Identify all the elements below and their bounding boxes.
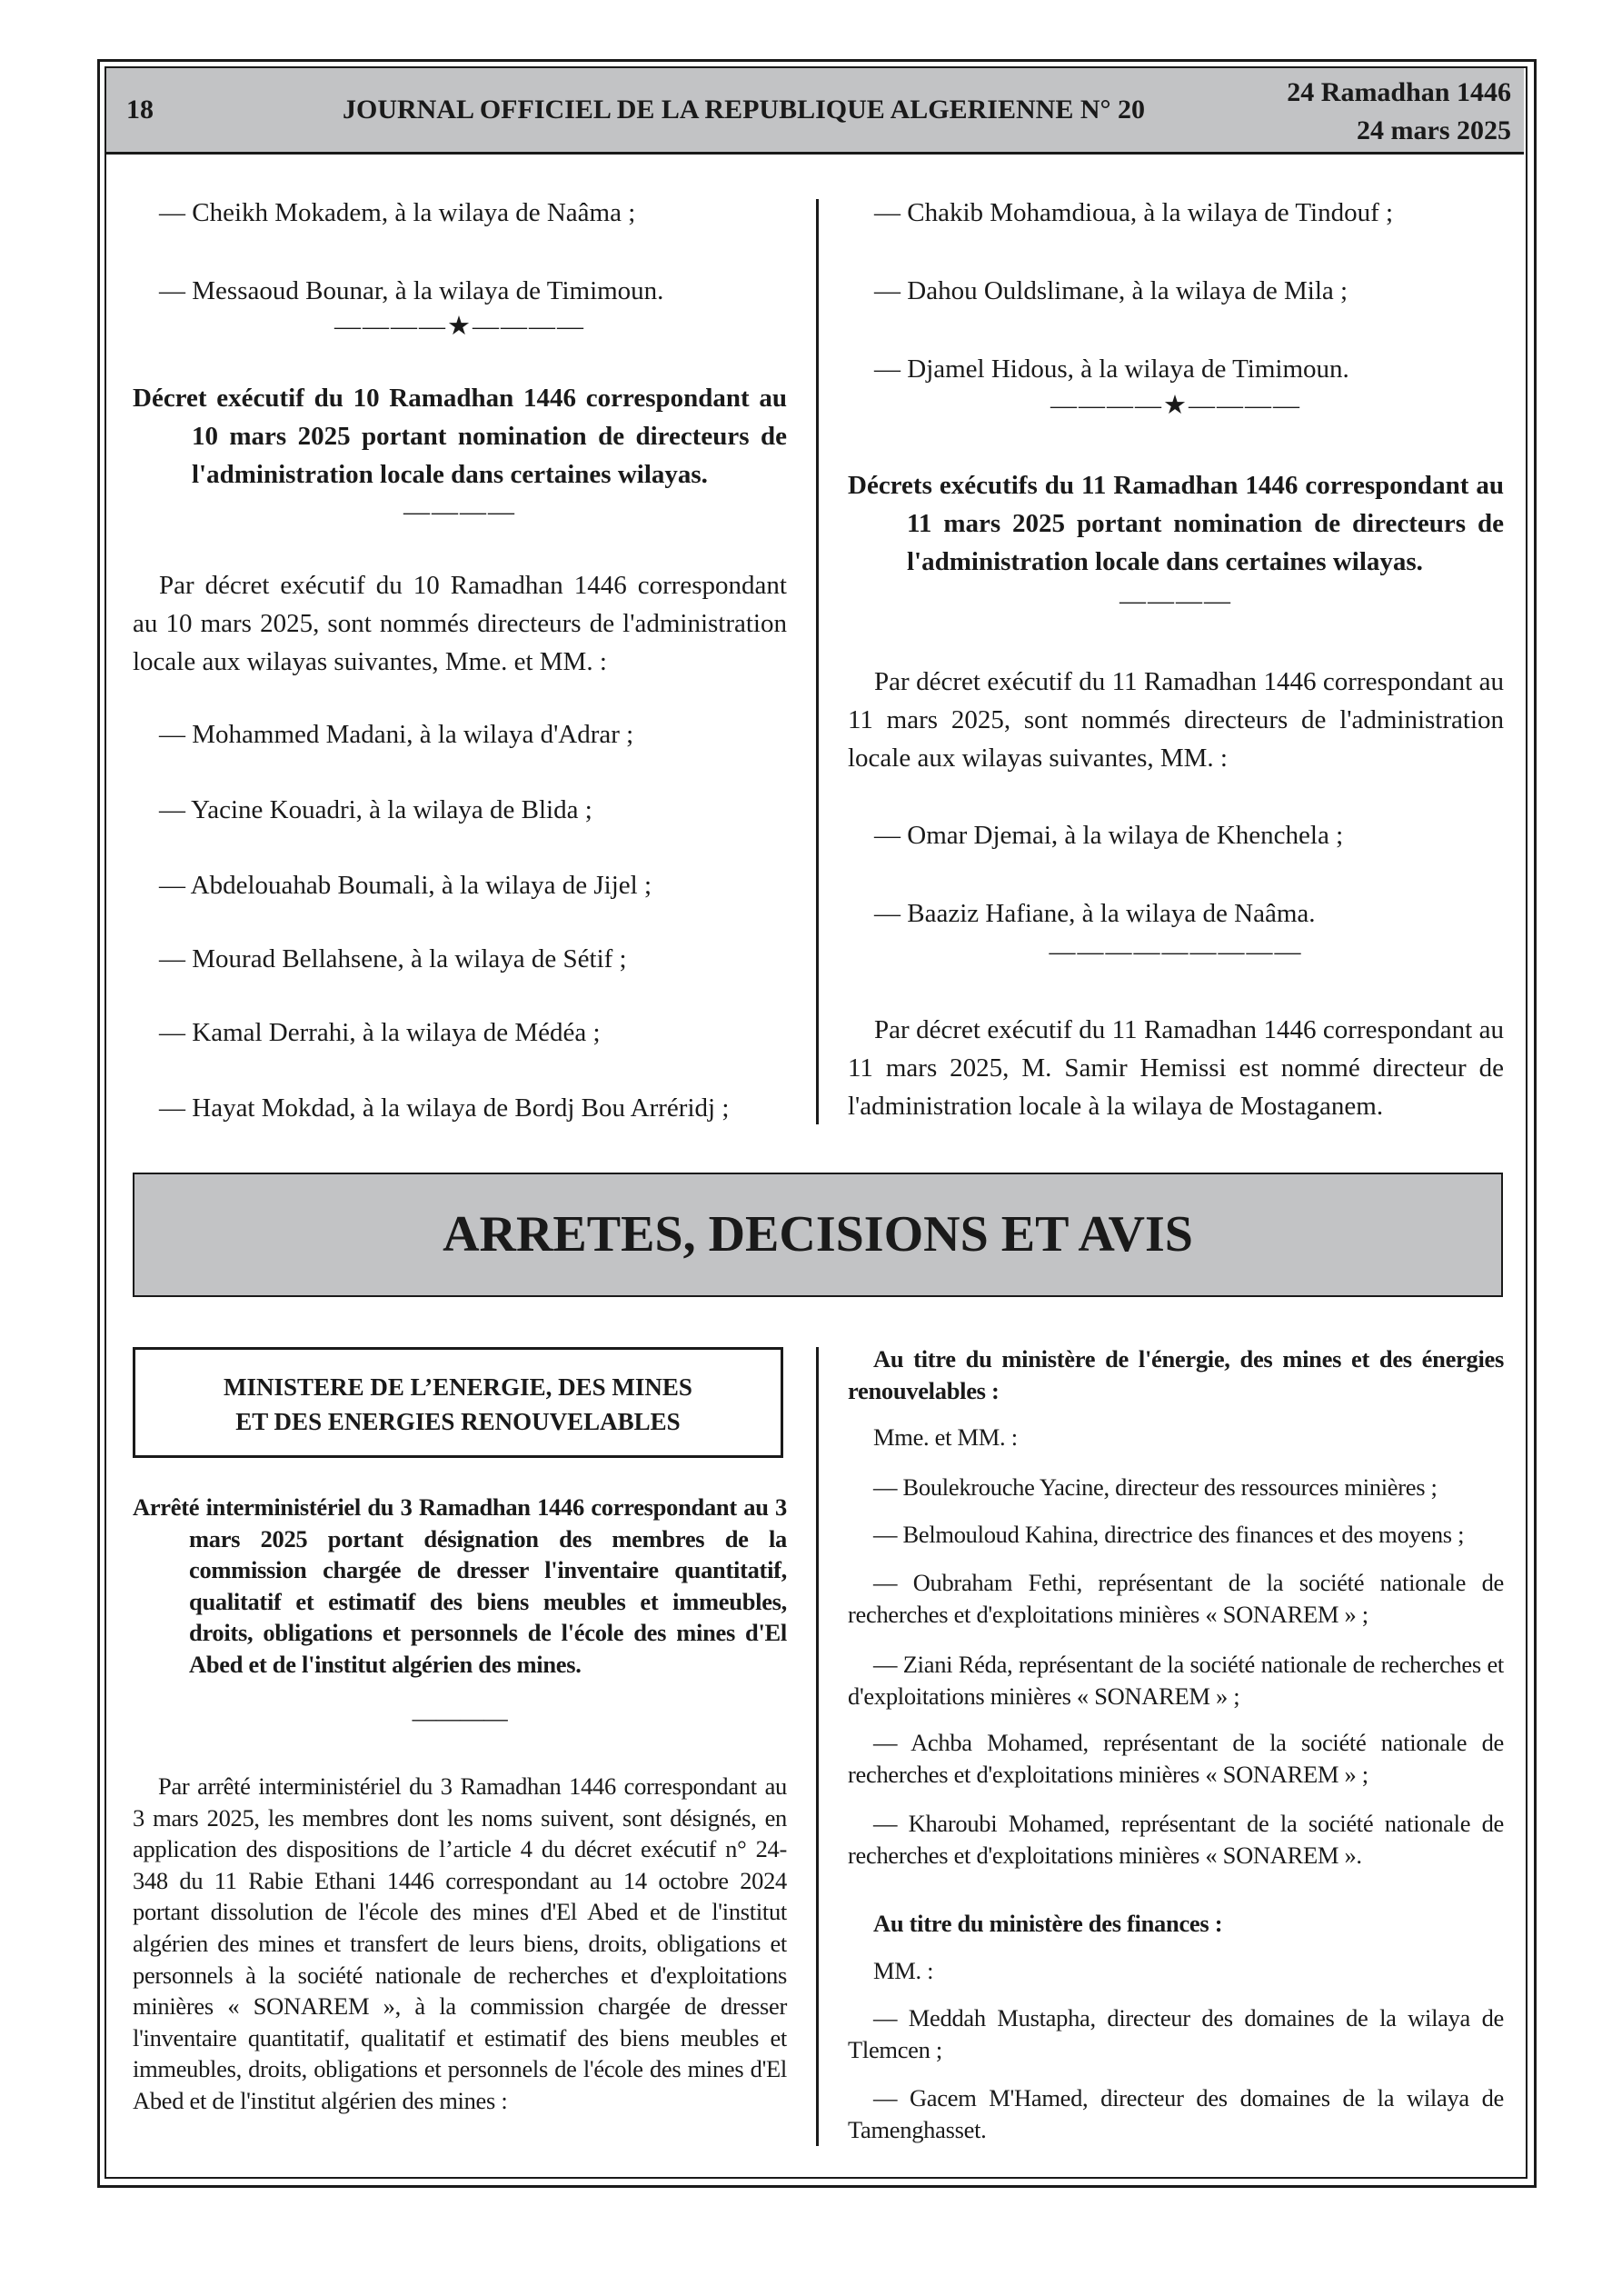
member-item: — Meddah Mustapha, directeur des domaines de la wilaya de Tlemcen ;	[848, 2004, 1504, 2063]
issue-date	[1287, 74, 1511, 150]
arrete-heading: Arrêté interministériel du 3 Ramadhan 1446 correspondant au 3 mars 2025 portant désignation des membres de la commission chargée de dresser l'inventaire quantitatif, qualitatif et estimatif des biens meubles et immeubles, droits, obligations et personnels de l'école des mines d'El Abed et de l'institut algérien des mines.	[133, 1493, 787, 1678]
ministry-line: ET DES ENERGIES RENOUVELABLES	[235, 1408, 681, 1435]
arrete-body: Par arrêté interministériel du 3 Ramadhan 1446 correspondant au 3 mars 2025, les membres dont les noms suivent, sont désignés, en application des dispositions de l’article 4 du décret exécutif n° 24-348 du 11 Rabie Ethani 1446 correspondant au 14 octobre 2024 portant dissolution de l'école des mines d'El Abed et de l'institut algérien des mines et transfert de leurs biens, droits, obligations et personnels à la société nationale de recherches et d'exploitations minières « SONAREM », à la commission chargée de dresser l'inventaire quantitatif, qualitatif et estimatif des biens meubles et immeubles, droits, obligations et personnels de l'école des mines d'El Abed et de l'institut algérien des mines :	[133, 1772, 787, 2114]
list-item: — Kamal Derrahi, à la wilaya de Médéa ;	[159, 1018, 601, 1047]
decree-heading: Décrets exécutifs du 11 Ramadhan 1446 correspondant au 11 mars 2025 portant nomination de directeurs de l'administration locale dans certaines wilayas.	[848, 471, 1504, 576]
separator: —————————	[1049, 937, 1303, 966]
decree-body: Par décret exécutif du 10 Ramadhan 1446 correspondant au 10 mars 2025, sont nommés directeurs de l'administration locale aux wilayas suivantes, Mme. et MM. :	[133, 571, 787, 676]
section-banner: ARRETES, DECISIONS ET AVIS	[133, 1173, 1503, 1297]
list-item: — Omar Djemai, à la wilaya de Khenchela ;	[874, 821, 1344, 850]
column-divider	[816, 1347, 819, 2146]
date-hijri: 24 Ramadhan 1446	[1287, 77, 1511, 107]
column-divider	[816, 199, 819, 1124]
member-item: — Belmouloud Kahina, directrice des finances et des moyens ;	[873, 1521, 1465, 1548]
list-item: — Mourad Bellahsene, à la wilaya de Sétif ;	[159, 944, 627, 973]
list-item: — Abdelouahab Boumali, à la wilaya de Jijel ;	[159, 871, 652, 900]
member-item: — Gacem M'Hamed, directeur des domaines de la wilaya de Tamenghasset.	[848, 2084, 1504, 2143]
decree-body: Par décret exécutif du 11 Ramadhan 1446 correspondant au 11 mars 2025, sont nommés directeurs de l'administration locale aux wilayas suivantes, MM. :	[848, 667, 1504, 773]
page-number: 18	[126, 95, 154, 125]
list-item: — Cheikh Mokadem, à la wilaya de Naâma ;	[159, 198, 636, 227]
star-separator: ————★————	[334, 312, 585, 341]
star-separator: ————★————	[1050, 391, 1301, 420]
list-item: — Baaziz Hafiane, à la wilaya de Naâma.	[874, 899, 1316, 928]
separator: ————	[1119, 586, 1232, 615]
salutation: Mme. et MM. :	[873, 1423, 1018, 1451]
list-item: — Yacine Kouadri, à la wilaya de Blida ;	[159, 795, 592, 824]
salutation: MM. :	[873, 1957, 934, 1984]
list-item: — Chakib Mohamdioua, à la wilaya de Tindouf ;	[874, 198, 1394, 227]
separator: ————	[403, 497, 516, 526]
member-item: — Ziani Réda, représentant de la société nationale de recherches et d'exploitations minières « SONAREM » ;	[848, 1651, 1504, 1710]
list-item: — Djamel Hidous, à la wilaya de Timimoun.	[874, 354, 1349, 384]
decree-heading: Décret exécutif du 10 Ramadhan 1446 correspondant au 10 mars 2025 portant nomination de directeurs de l'administration locale dans certaines wilayas.	[133, 384, 787, 489]
member-item: — Boulekrouche Yacine, directeur des ressources minières ;	[873, 1473, 1438, 1501]
member-item: — Kharoubi Mohamed, représentant de la société nationale de recherches et d'exploitations minières « SONAREM ».	[848, 1810, 1504, 1869]
list-item: — Mohammed Madani, à la wilaya d'Adrar ;	[159, 720, 634, 749]
ministry-box	[133, 1347, 783, 1458]
separator: ————	[412, 1704, 508, 1732]
list-item: — Messaoud Bounar, à la wilaya de Timimoun.	[159, 276, 664, 305]
list-item: — Dahou Ouldslimane, à la wilaya de Mila ;	[874, 276, 1348, 305]
date-gregorian: 24 mars 2025	[1357, 115, 1511, 145]
ministry-line: MINISTERE DE L’ENERGIE, DES MINES	[224, 1373, 692, 1401]
finance-heading: Au titre du ministère des finances :	[873, 1910, 1223, 1937]
decree-body: Par décret exécutif du 11 Ramadhan 1446 correspondant au 11 mars 2025, M. Samir Hemissi est nommé directeur de l'administration locale à la wilaya de Mostaganem.	[848, 1015, 1504, 1121]
member-item: — Oubraham Fethi, représentant de la société nationale de recherches et d'exploitations minières « SONAREM » ;	[848, 1569, 1504, 1628]
list-item: — Hayat Mokdad, à la wilaya de Bordj Bou Arréridj ;	[159, 1093, 730, 1123]
energy-heading: Au titre du ministère de l'énergie, des mines et des énergies renouvelables :	[848, 1345, 1504, 1404]
journal-header	[106, 68, 1524, 155]
journal-title: JOURNAL OFFICIEL DE LA REPUBLIQUE ALGERIENNE N° 20	[343, 95, 1145, 125]
member-item: — Achba Mohamed, représentant de la société nationale de recherches et d'exploitations minières « SONAREM » ;	[848, 1729, 1504, 1788]
